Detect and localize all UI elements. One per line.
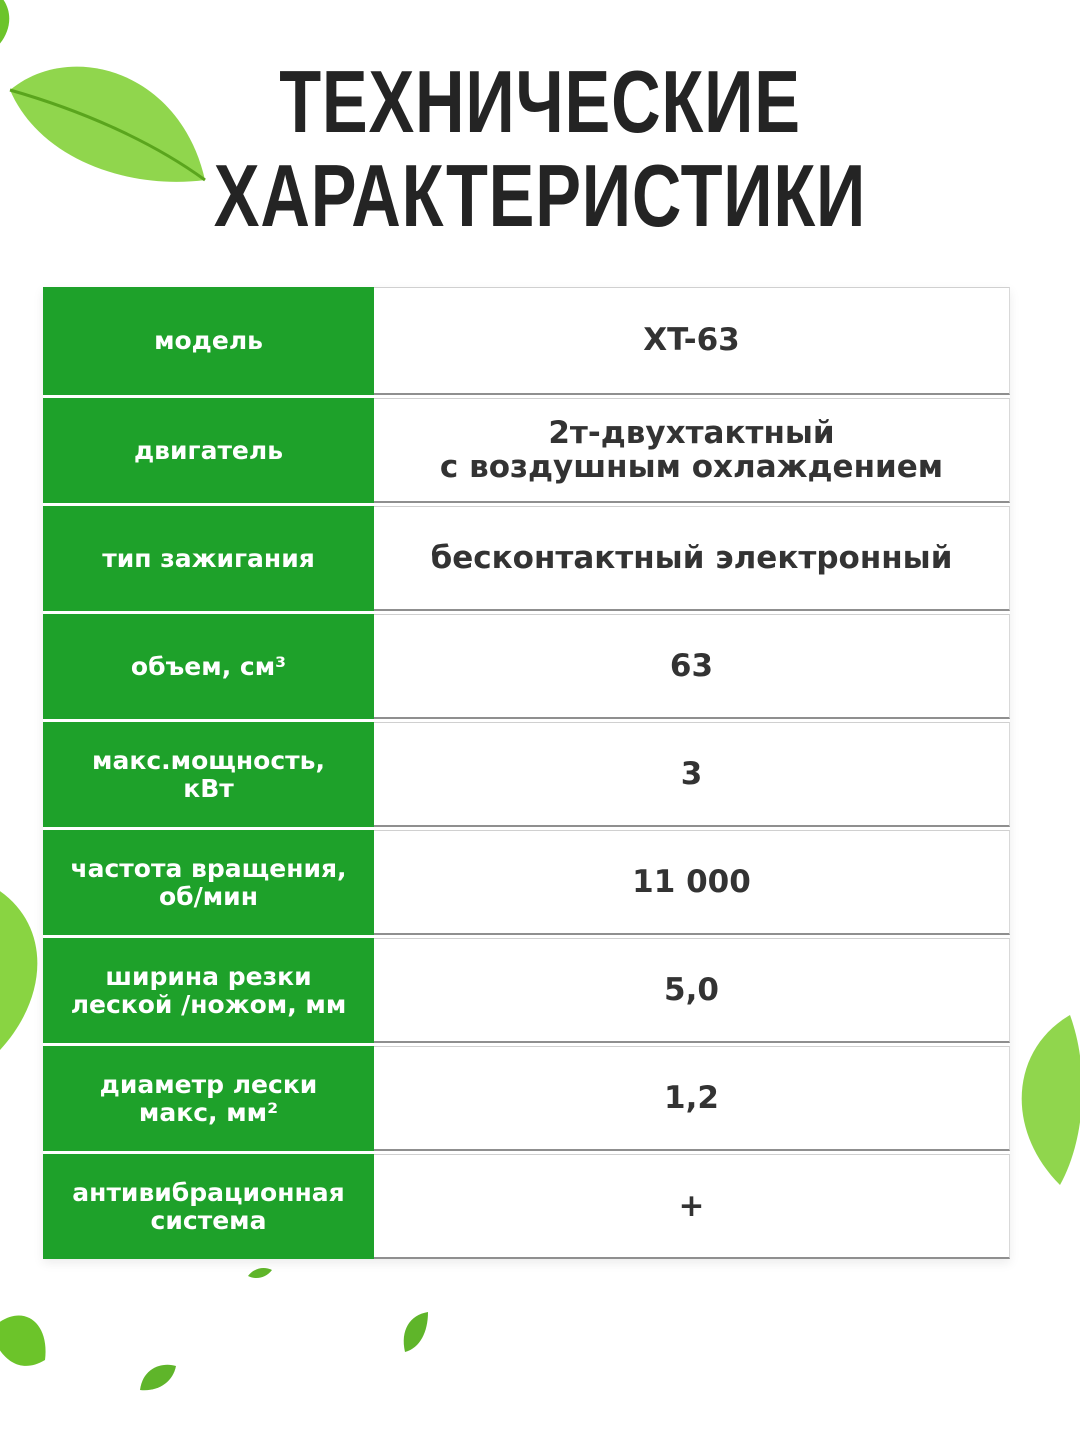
spec-label: ширина резки леской /ножом, мм bbox=[43, 938, 374, 1043]
table-row-line-diameter bbox=[43, 1043, 1010, 1151]
leaf-decoration-bottom-small-1 bbox=[138, 1362, 178, 1392]
spec-label: макс.мощность, кВт bbox=[43, 722, 374, 827]
spec-value: 11 000 bbox=[374, 830, 1010, 935]
leaf-decoration-bottom-small-2 bbox=[400, 1310, 430, 1355]
spec-value: 1,2 bbox=[374, 1046, 1010, 1151]
table-row-ignition bbox=[43, 503, 1010, 611]
spec-label: диаметр лески макс, мм² bbox=[43, 1046, 374, 1151]
title-line-1: ТЕХНИЧЕСКИЕ bbox=[279, 52, 801, 151]
leaf-decoration-bottom-left bbox=[0, 1300, 60, 1380]
spec-value: бесконтактный электронный bbox=[374, 506, 1010, 611]
spec-label: частота вращения, об/мин bbox=[43, 830, 374, 935]
spec-label: модель bbox=[43, 287, 374, 395]
page-title bbox=[0, 52, 1080, 246]
spec-label: тип зажигания bbox=[43, 506, 374, 611]
table-row-rotation-speed bbox=[43, 827, 1010, 935]
table-row-anti-vibration bbox=[43, 1151, 1010, 1259]
title-line-2: ХАРАКТЕРИСТИКИ bbox=[213, 146, 867, 245]
table-row-engine bbox=[43, 395, 1010, 503]
leaf-decoration-bottom-small-3 bbox=[248, 1266, 272, 1280]
spec-label: двигатель bbox=[43, 398, 374, 503]
spec-value: 3 bbox=[374, 722, 1010, 827]
specifications-table bbox=[43, 287, 1010, 1259]
spec-label: объем, см³ bbox=[43, 614, 374, 719]
spec-value: + bbox=[374, 1154, 1010, 1259]
spec-label: антивибрационная система bbox=[43, 1154, 374, 1259]
table-row-displacement bbox=[43, 611, 1010, 719]
table-row-max-power bbox=[43, 719, 1010, 827]
spec-value: 2т-двухтактный с воздушным охлаждением bbox=[374, 398, 1010, 503]
table-row-model bbox=[43, 287, 1010, 395]
spec-value: XT-63 bbox=[374, 287, 1010, 395]
spec-value: 63 bbox=[374, 614, 1010, 719]
table-row-cutting-width bbox=[43, 935, 1010, 1043]
leaf-decoration-right-middle bbox=[1000, 1010, 1080, 1190]
leaf-decoration-edge-top bbox=[0, 0, 24, 50]
spec-value: 5,0 bbox=[374, 938, 1010, 1043]
